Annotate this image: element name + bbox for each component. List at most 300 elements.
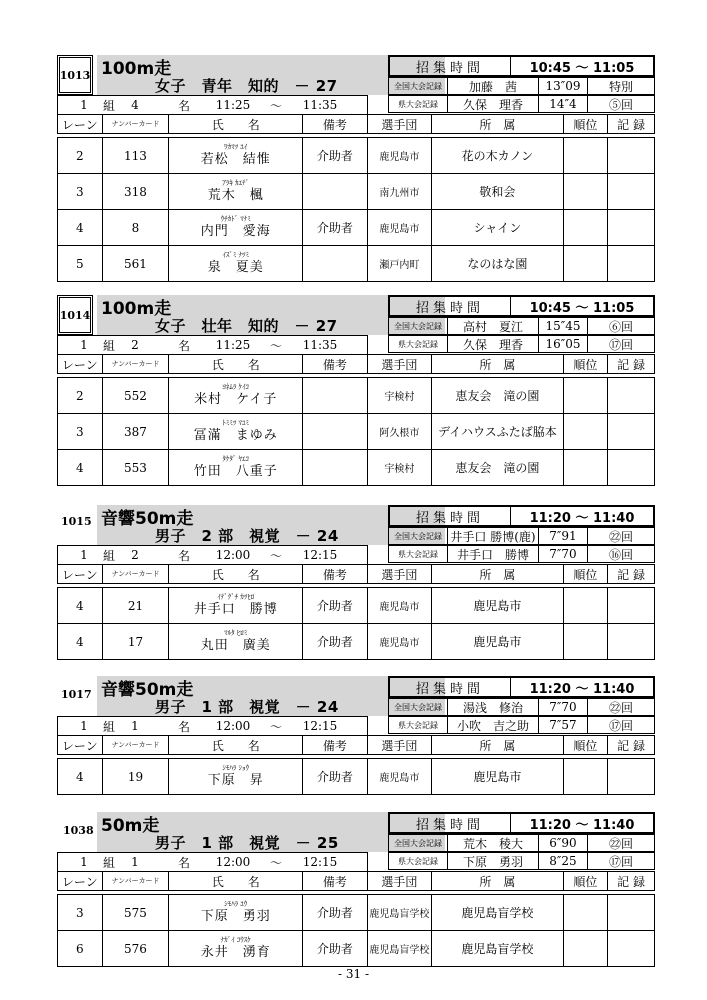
name-kana: ｼﾓﾊﾗ ｼｮｳ — [222, 764, 250, 772]
page-number: - 31 - — [337, 967, 369, 981]
column-header-row — [58, 736, 655, 755]
affil-cell: 鹿児島盲学校 — [432, 931, 563, 967]
record-holder: 湯浅 修治 — [447, 699, 538, 715]
group-field: 組 — [102, 548, 115, 563]
group-field: 11:25 — [215, 98, 251, 112]
col-note: 備考 — [303, 115, 368, 134]
group-info-inner — [58, 546, 367, 564]
col-num: ナンバーカード — [102, 736, 169, 755]
entry-table — [57, 335, 655, 486]
record-holder: 井手口 勝博 — [447, 546, 538, 562]
lane-cell: 2 — [58, 138, 103, 174]
col-num: ナンバーカード — [102, 115, 169, 134]
group-field: ～ — [269, 719, 282, 734]
col-num: ナンバーカード — [102, 565, 169, 584]
group-info — [58, 336, 368, 355]
record-count: 特別 — [587, 78, 654, 94]
event-category: 男子 1 部 視覚 － 25 — [155, 834, 339, 852]
call-time-row — [388, 505, 655, 527]
name-kanji: 永井 湧育 — [200, 945, 271, 960]
col-name: 氏 名 — [169, 355, 303, 374]
record-count: ⑥回 — [587, 318, 654, 334]
event-category: 女子 壮年 知的 － 27 — [155, 317, 338, 335]
col-team: 選手団 — [367, 355, 432, 374]
note-cell: 介助者 — [303, 624, 368, 660]
rank-cell — [563, 174, 608, 210]
group-info-inner — [58, 853, 367, 871]
affil-cell: 鹿児島市 — [432, 759, 563, 795]
group-row — [58, 853, 655, 872]
record-cell — [608, 624, 655, 660]
group-field: 1 — [80, 719, 88, 733]
entry-table — [57, 852, 655, 967]
call-time-row — [388, 55, 655, 77]
record-cell — [608, 895, 655, 931]
group-field: 1 — [131, 855, 139, 869]
record-time: 13″09 — [538, 78, 587, 94]
event-title: 音響50m走 — [101, 509, 194, 529]
rank-cell — [563, 138, 608, 174]
team-cell: 鹿児島盲学校 — [367, 931, 432, 967]
number-cell: 553 — [102, 450, 169, 486]
group-field: 組 — [102, 338, 115, 353]
affil-cell: 恵友会 滝の園 — [432, 450, 563, 486]
record-row — [388, 698, 655, 716]
col-lane: レーン — [58, 736, 103, 755]
name-cell — [169, 759, 303, 795]
group-field: 12:00 — [215, 548, 251, 562]
lane-cell: 6 — [58, 931, 103, 967]
rank-cell — [563, 378, 608, 414]
group-info — [58, 546, 368, 565]
group-field: 11:35 — [302, 98, 338, 112]
record-kind: 県大会記録 — [398, 99, 438, 109]
record-kind: 県大会記録 — [398, 720, 438, 730]
col-team: 選手団 — [367, 872, 432, 891]
name-cell — [169, 450, 303, 486]
record-row — [388, 834, 655, 852]
group-field: ～ — [269, 548, 282, 563]
group-field: 組 — [102, 98, 115, 113]
group-field: ～ — [269, 98, 282, 113]
event-block — [57, 812, 655, 967]
affil-cell: 花の木カノン — [432, 138, 563, 174]
record-cell — [608, 931, 655, 967]
event-block — [57, 505, 655, 660]
group-field: 名 — [177, 338, 190, 353]
column-header-row — [58, 355, 655, 374]
record-kind: 県大会記録 — [398, 549, 438, 559]
name-cell — [169, 588, 303, 624]
group-row — [58, 717, 655, 736]
col-note: 備考 — [303, 736, 368, 755]
col-affil: 所 属 — [432, 565, 563, 584]
team-cell: 宇検村 — [367, 378, 432, 414]
note-cell — [303, 378, 368, 414]
col-name: 氏 名 — [169, 872, 303, 891]
name-kana: ｳﾁｶﾄﾞ ﾏﾅﾐ — [220, 215, 251, 223]
group-row — [58, 336, 655, 355]
group-field: 名 — [177, 719, 190, 734]
event-title: 100m走 — [101, 59, 172, 79]
rank-cell — [563, 450, 608, 486]
entry-table — [57, 545, 655, 660]
record-cell — [608, 210, 655, 246]
record-count: ⑤回 — [587, 96, 654, 112]
group-info-inner — [58, 96, 367, 114]
call-time-label: 招集時間 — [415, 681, 484, 697]
lane-cell: 3 — [58, 414, 103, 450]
event-title: 音響50m走 — [101, 680, 194, 700]
record-cell — [608, 759, 655, 795]
entry-row — [58, 624, 655, 660]
event-category: 男子 2 部 視覚 － 24 — [155, 527, 339, 545]
event-category: 女子 青年 知的 － 27 — [155, 77, 338, 95]
lane-cell: 4 — [58, 624, 103, 660]
group-field: 11:35 — [302, 338, 338, 352]
record-cell — [608, 588, 655, 624]
affil-cell: 敬和会 — [432, 174, 563, 210]
event-block — [57, 676, 655, 795]
rank-cell — [563, 895, 608, 931]
group-blank — [367, 717, 654, 736]
name-kanji: 荒木 楓 — [207, 188, 264, 203]
group-field: 1 — [80, 98, 88, 112]
lane-cell: 3 — [58, 174, 103, 210]
team-cell: 鹿児島盲学校 — [367, 895, 432, 931]
entry-row — [58, 931, 655, 967]
name-cell — [169, 624, 303, 660]
record-count: ㉒回 — [587, 528, 654, 544]
col-note: 備考 — [303, 872, 368, 891]
entry-row — [58, 895, 655, 931]
call-time-row — [388, 812, 655, 834]
group-field: 11:25 — [215, 338, 251, 352]
name-kanji: 丸田 廣美 — [200, 638, 271, 653]
record-cell — [608, 246, 655, 282]
affil-cell: なのはな園 — [432, 246, 563, 282]
col-num: ナンバーカード — [102, 872, 169, 891]
lane-cell: 4 — [58, 450, 103, 486]
entry-table — [57, 716, 655, 795]
name-kanji: 泉 夏美 — [207, 260, 264, 275]
col-lane: レーン — [58, 872, 103, 891]
group-info — [58, 717, 368, 736]
column-header-row — [58, 565, 655, 584]
rank-cell — [563, 414, 608, 450]
name-kana: ﾖﾈﾑﾗ ｹｲｺ — [222, 383, 250, 391]
name-kana: ｼﾓﾊﾗ ﾕｳ — [224, 900, 248, 908]
entry-row — [58, 588, 655, 624]
affil-cell: 鹿児島盲学校 — [432, 895, 563, 931]
group-field: 1 — [131, 719, 139, 733]
name-kanji: 下原 勇羽 — [200, 909, 271, 924]
rank-cell — [563, 624, 608, 660]
name-kanji: 内門 愛海 — [200, 224, 271, 239]
record-row — [388, 77, 655, 95]
event-number: 1017 — [61, 688, 92, 701]
team-cell: 阿久根市 — [367, 414, 432, 450]
record-count: ⑰回 — [587, 853, 654, 869]
col-record: 記 録 — [608, 565, 655, 584]
record-kind: 全国大会記録 — [394, 321, 442, 331]
col-lane: レーン — [58, 115, 103, 134]
note-cell: 介助者 — [303, 931, 368, 967]
event-number: 1013 — [57, 55, 93, 95]
group-row — [58, 96, 655, 115]
rank-cell — [563, 246, 608, 282]
col-note: 備考 — [303, 355, 368, 374]
col-record: 記 録 — [608, 115, 655, 134]
name-cell — [169, 378, 303, 414]
group-blank — [367, 336, 654, 355]
record-kind: 県大会記録 — [398, 856, 438, 866]
record-count: ⑰回 — [587, 336, 654, 352]
record-time: 7″57 — [538, 717, 587, 733]
col-rank: 順位 — [563, 872, 608, 891]
group-field: 12:15 — [302, 719, 338, 733]
group-field: 1 — [80, 338, 88, 352]
entry-row — [58, 450, 655, 486]
col-team: 選手団 — [367, 736, 432, 755]
number-cell: 552 — [102, 378, 169, 414]
group-field: 1 — [80, 855, 88, 869]
call-time-value: 11:20 ～ 11:40 — [510, 507, 653, 525]
call-time-label: 招集時間 — [415, 60, 484, 76]
group-field: 組 — [102, 855, 115, 870]
number-cell: 318 — [102, 174, 169, 210]
record-cell — [608, 138, 655, 174]
group-info — [58, 853, 368, 872]
group-field: 12:00 — [215, 719, 251, 733]
col-record: 記 録 — [608, 355, 655, 374]
group-field: 組 — [102, 719, 115, 734]
event-block — [57, 295, 655, 486]
lane-cell: 4 — [58, 210, 103, 246]
number-cell: 8 — [102, 210, 169, 246]
record-count: ⑯回 — [587, 546, 654, 562]
col-lane: レーン — [58, 355, 103, 374]
record-holder: 荒木 稜大 — [447, 835, 538, 851]
col-rank: 順位 — [563, 736, 608, 755]
group-field: 名 — [177, 548, 190, 563]
group-field: 12:15 — [302, 548, 338, 562]
record-kind: 全国大会記録 — [394, 702, 442, 712]
note-cell: 介助者 — [303, 588, 368, 624]
team-cell: 鹿児島市 — [367, 624, 432, 660]
column-header-row — [58, 872, 655, 891]
record-time: 8″25 — [538, 853, 587, 869]
record-time: 14″4 — [538, 96, 587, 112]
group-field: 4 — [131, 98, 139, 112]
call-time-label: 招集時間 — [415, 300, 484, 316]
note-cell — [303, 450, 368, 486]
affil-cell: 鹿児島市 — [432, 624, 563, 660]
record-time: 7″70 — [538, 546, 587, 562]
col-lane: レーン — [58, 565, 103, 584]
number-cell: 387 — [102, 414, 169, 450]
column-header-row — [58, 115, 655, 134]
lane-cell: 4 — [58, 588, 103, 624]
record-row — [388, 527, 655, 545]
call-time-row — [388, 676, 655, 698]
rank-cell — [563, 931, 608, 967]
name-kana: ﾜｶﾏﾂ ﾕｲ — [224, 143, 248, 151]
event-category: 男子 1 部 視覚 － 24 — [155, 698, 339, 716]
affil-cell: 恵友会 滝の園 — [432, 378, 563, 414]
record-kind: 全国大会記録 — [394, 81, 442, 91]
record-holder: 高村 夏江 — [447, 318, 538, 334]
group-field: 12:15 — [302, 855, 338, 869]
call-time-value: 11:20 ～ 11:40 — [510, 678, 653, 696]
team-cell: 鹿児島市 — [367, 588, 432, 624]
entry-row — [58, 138, 655, 174]
lane-cell: 5 — [58, 246, 103, 282]
call-time-value: 11:20 ～ 11:40 — [510, 814, 653, 832]
call-time-value: 10:45 ～ 11:05 — [510, 57, 653, 75]
group-field: 2 — [131, 548, 139, 562]
call-time-label: 招集時間 — [415, 510, 484, 526]
record-holder: 久保 理香 — [447, 336, 538, 352]
group-field: 1 — [80, 548, 88, 562]
record-count: ㉒回 — [587, 699, 654, 715]
team-cell: 瀬戸内町 — [367, 246, 432, 282]
col-record: 記 録 — [608, 872, 655, 891]
col-name: 氏 名 — [169, 736, 303, 755]
name-kanji: 竹田 八重子 — [193, 464, 278, 479]
name-kana: ﾄﾐﾐﾂ ﾏﾕﾐ — [222, 419, 250, 427]
col-rank: 順位 — [563, 355, 608, 374]
number-cell: 575 — [102, 895, 169, 931]
record-holder: 小吹 吉之助 — [447, 717, 538, 733]
record-row — [388, 317, 655, 335]
name-kanji: 井手口 勝博 — [193, 602, 278, 617]
record-cell — [608, 378, 655, 414]
record-cell — [608, 174, 655, 210]
name-kana: ﾅｶﾞｲ ｺｳｽｹ — [220, 936, 251, 944]
record-time: 7″91 — [538, 528, 587, 544]
record-holder: 下原 勇羽 — [447, 853, 538, 869]
name-cell — [169, 174, 303, 210]
call-time-row — [388, 295, 655, 317]
event-block — [57, 55, 655, 282]
entry-table — [57, 95, 655, 282]
name-cell — [169, 414, 303, 450]
col-rank: 順位 — [563, 565, 608, 584]
col-name: 氏 名 — [169, 115, 303, 134]
col-num: ナンバーカード — [102, 355, 169, 374]
entry-row — [58, 378, 655, 414]
note-cell — [303, 174, 368, 210]
col-team: 選手団 — [367, 115, 432, 134]
number-cell: 17 — [102, 624, 169, 660]
name-kana: ﾀｹﾀﾞ ﾔｴｺ — [222, 455, 250, 463]
affil-cell: シャイン — [432, 210, 563, 246]
name-kana: ｲﾃﾞｸﾞﾁ ｶﾂﾋﾛ — [217, 593, 255, 601]
group-field: ～ — [269, 338, 282, 353]
col-record: 記 録 — [608, 736, 655, 755]
col-affil: 所 属 — [432, 872, 563, 891]
team-cell: 宇検村 — [367, 450, 432, 486]
call-time-label: 招集時間 — [415, 817, 484, 833]
name-kanji: 冨滿 まゆみ — [193, 428, 278, 443]
group-info — [58, 96, 368, 115]
group-blank — [367, 546, 654, 565]
entry-row — [58, 174, 655, 210]
name-cell — [169, 138, 303, 174]
name-kana: ｲｽﾞﾐ ﾅﾂﾐ — [222, 251, 250, 259]
group-info-inner — [58, 717, 367, 735]
col-note: 備考 — [303, 565, 368, 584]
number-cell: 21 — [102, 588, 169, 624]
event-number: 1015 — [61, 515, 92, 528]
note-cell: 介助者 — [303, 895, 368, 931]
affil-cell: 鹿児島市 — [432, 588, 563, 624]
entry-row — [58, 759, 655, 795]
event-title: 100m走 — [101, 299, 172, 319]
event-number: 1038 — [63, 824, 94, 837]
group-field: 12:00 — [215, 855, 251, 869]
entry-row — [58, 210, 655, 246]
note-cell: 介助者 — [303, 138, 368, 174]
team-cell: 鹿児島市 — [367, 759, 432, 795]
group-blank — [367, 96, 654, 115]
name-cell — [169, 210, 303, 246]
entry-row — [58, 414, 655, 450]
affil-cell: デイハウスふたば脇本 — [432, 414, 563, 450]
lane-cell: 3 — [58, 895, 103, 931]
event-title: 50m走 — [101, 816, 160, 836]
lane-cell: 2 — [58, 378, 103, 414]
entry-row — [58, 246, 655, 282]
record-count: ㉒回 — [587, 835, 654, 851]
group-field: 名 — [177, 855, 190, 870]
number-cell: 576 — [102, 931, 169, 967]
team-cell: 鹿児島市 — [367, 210, 432, 246]
record-kind: 全国大会記録 — [394, 531, 442, 541]
record-time: 15″45 — [538, 318, 587, 334]
record-holder: 加藤 茜 — [447, 78, 538, 94]
record-cell — [608, 414, 655, 450]
call-time-value: 10:45 ～ 11:05 — [510, 297, 653, 315]
name-cell — [169, 895, 303, 931]
record-time: 16″05 — [538, 336, 587, 352]
note-cell: 介助者 — [303, 210, 368, 246]
col-affil: 所 属 — [432, 736, 563, 755]
number-cell: 561 — [102, 246, 169, 282]
number-cell: 19 — [102, 759, 169, 795]
event-number: 1014 — [57, 295, 93, 335]
name-kanji: 若松 結惟 — [200, 152, 271, 167]
record-cell — [608, 450, 655, 486]
group-field: 名 — [177, 98, 190, 113]
group-blank — [367, 853, 654, 872]
group-info-inner — [58, 336, 367, 354]
lane-cell: 4 — [58, 759, 103, 795]
record-holder: 久保 理香 — [447, 96, 538, 112]
note-cell: 介助者 — [303, 759, 368, 795]
record-time: 6″90 — [538, 835, 587, 851]
name-cell — [169, 931, 303, 967]
name-kana: ﾏﾙﾀ ﾋﾛﾐ — [224, 629, 248, 637]
col-name: 氏 名 — [169, 565, 303, 584]
rank-cell — [563, 588, 608, 624]
group-row — [58, 546, 655, 565]
record-count: ⑰回 — [587, 717, 654, 733]
group-field: ～ — [269, 855, 282, 870]
name-cell — [169, 246, 303, 282]
name-kanji: 米村 ケイ子 — [194, 392, 278, 407]
